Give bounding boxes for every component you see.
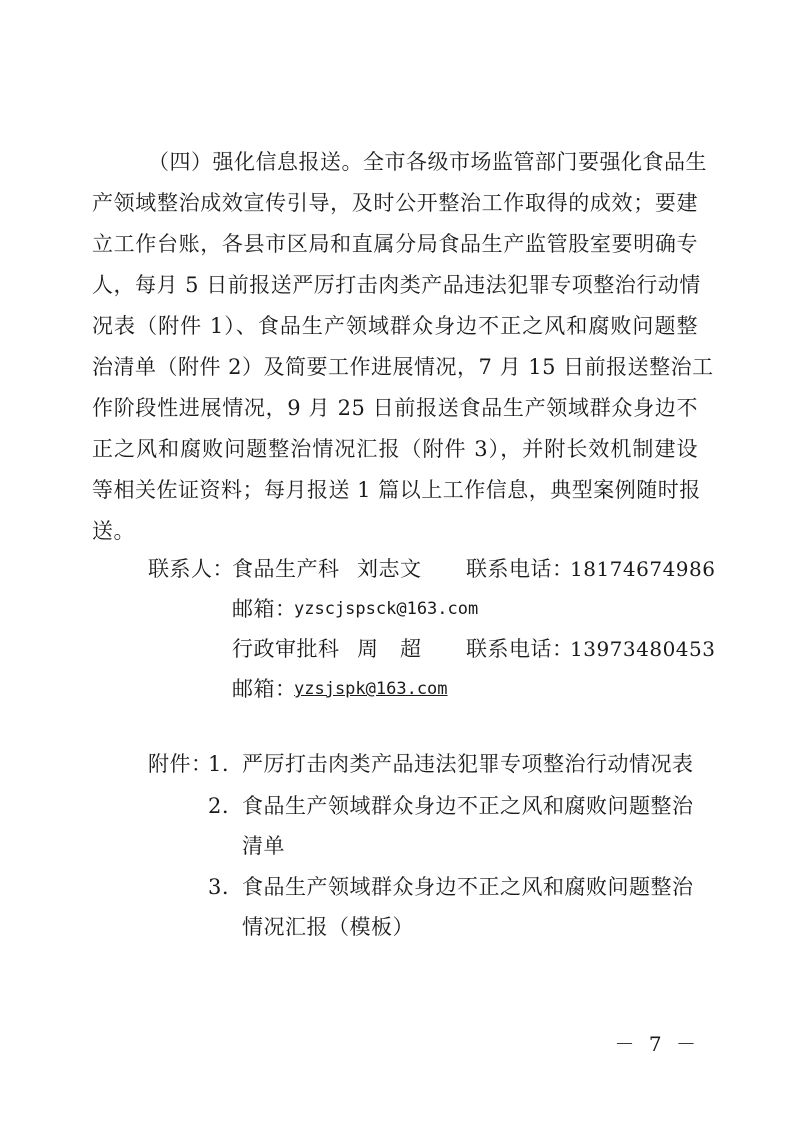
contact-2-phone: 13973480453	[570, 637, 716, 661]
contact-2-email-label: 邮箱：	[232, 677, 297, 701]
contact-2-dept: 行政审批科	[232, 637, 340, 661]
contact-2-name: 周 超	[357, 637, 422, 661]
attachment-2-title: 食品生产领域群众身边不正之风和腐败问题整治	[242, 794, 694, 818]
attachment-1-number: 1.	[208, 752, 230, 776]
attachment-1-title: 严厉打击肉类产品违法犯罪专项整治行动情况表	[242, 752, 694, 776]
attachment-2-title-cont: 清单	[242, 834, 285, 858]
paragraph-line: 治清单（附件 2）及简要工作进展情况，7 月 15 日前报送整治工	[92, 355, 714, 379]
attachments-label: 附件：	[148, 752, 213, 776]
contact-1-phone-label: 联系电话：	[466, 557, 574, 581]
page-number: － 7 －	[614, 1032, 700, 1056]
contact-1-email: yzscjspsck@163.com	[294, 599, 479, 619]
paragraph-line: 人，每月 5 日前报送严厉打击肉类产品违法犯罪专项整治行动情	[92, 273, 701, 297]
paragraph-line: 送。	[92, 519, 135, 543]
contact-1-email-label: 邮箱：	[232, 597, 297, 621]
contact-1-name: 刘志文	[357, 557, 422, 581]
attachment-2-number: 2.	[208, 794, 230, 818]
attachment-3-title: 食品生产领域群众身边不正之风和腐败问题整治	[242, 875, 694, 899]
paragraph-line: 产领域整治成效宣传引导，及时公开整治工作取得的成效；要建	[92, 191, 698, 215]
paragraph-line: （四）强化信息报送。全市各级市场监管部门要强化食品生	[148, 150, 707, 174]
paragraph-line: 立工作台账，各县市区局和直属分局食品生产监管股室要明确专	[92, 232, 698, 256]
contact-2-email-link[interactable]: yzsjspk@163.com	[294, 679, 448, 699]
paragraph-line: 作阶段性进展情况，9 月 25 日前报送食品生产领域群众身边不	[92, 396, 698, 420]
attachment-3-title-cont: 情况汇报（模板）	[242, 915, 414, 939]
attachment-3-number: 3.	[208, 875, 230, 899]
paragraph-line: 等相关佐证资料；每月报送 1 篇以上工作信息，典型案例随时报	[92, 478, 701, 502]
contact-1-phone: 18174674986	[570, 557, 716, 581]
contact-label: 联系人：	[148, 557, 234, 581]
paragraph-line: 正之风和腐败问题整治情况汇报（附件 3），并附长效机制建设	[92, 437, 698, 461]
contact-2-phone-label: 联系电话：	[466, 637, 574, 661]
contact-1-dept: 食品生产科	[232, 557, 340, 581]
paragraph-line: 况表（附件 1）、食品生产领域群众身边不正之风和腐败问题整	[92, 314, 698, 338]
